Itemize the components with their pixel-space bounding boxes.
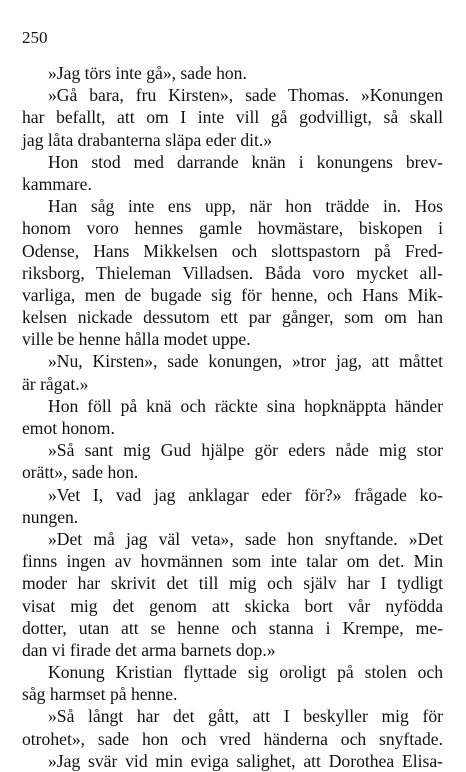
- text-line: honom voro hennes gamle hovmästare, biskopen i: [22, 218, 443, 239]
- text-line: kammare.: [22, 173, 92, 194]
- text-line: Hon föll på knä och räckte sina hopknäppta händer: [48, 395, 443, 416]
- text-line: ville be henne hålla modet uppe.: [22, 329, 251, 350]
- text-line: har befallt, att om I inte vill gå godvilligt, så skall: [22, 107, 443, 128]
- text-line: dotter, utan att se henne och stanna i Krempe, me-: [22, 617, 443, 638]
- text-line: »Så sant mig Gud hjälpe gör eders nåde mig stor: [48, 440, 443, 461]
- text-line: »Jag törs inte gå», sade hon.: [48, 63, 247, 83]
- text-line: moder har skrivit det till mig och själv har I tydligt: [22, 573, 443, 594]
- text-line: »Så långt har det gått, att I beskyller mig för: [48, 706, 443, 727]
- text-line: finns ingen av hovmännen som inte talar om det. Min: [22, 551, 443, 572]
- text-line: dan vi firade det arma barnets dop.»: [22, 639, 276, 660]
- text-line: jag låta drabanterna släpa eder dit.»: [22, 129, 273, 150]
- text-line: otrohet», sade hon och vred händerna och snyftade.: [22, 728, 443, 749]
- text-line: är rågat.»: [22, 373, 89, 394]
- text-line: emot honom.: [22, 418, 115, 438]
- text-line: »Det må jag väl veta», sade hon snyftande. »Det: [48, 528, 443, 549]
- text-line: nungen.: [22, 506, 79, 527]
- text-line: Han såg inte ens upp, när hon trädde in. Hos: [48, 196, 443, 217]
- text-line: »Vet I, vad jag anklagar eder för?» frågade ko-: [48, 484, 443, 505]
- text-line: »Nu, Kirsten», sade konungen, »tror jag, att måttet: [48, 351, 443, 372]
- text-line: riksborg, Thieleman Villadsen. Båda voro mycket all-: [22, 262, 443, 283]
- text-line: visat mig det genom att skicka bort vår nyfödda: [22, 595, 443, 616]
- body-text: [22, 62, 443, 772]
- text-line: Konung Kristian flyttade sig oroligt på stolen och: [48, 662, 443, 683]
- text-line: kelsen nickade dessutom ett par gånger, som om han: [22, 307, 443, 328]
- text-line: Odense, Hans Mikkelsen och slottspastorn på Fred-: [22, 240, 443, 261]
- text-line: »Jag svär vid min eviga salighet, att Dorothea Elisa-: [48, 750, 443, 771]
- text-line: orätt», sade hon.: [22, 462, 139, 483]
- text-line: Hon stod med darrande knän i konungens brev-: [48, 151, 443, 172]
- text-line: varliga, men de bugade sig för henne, och Hans Mik-: [22, 284, 443, 305]
- text-line: såg harmset på henne.: [22, 684, 178, 705]
- text-line: »Gå bara, fru Kirsten», sade Thomas. »Konungen: [48, 85, 443, 106]
- page-number: 250: [22, 28, 48, 47]
